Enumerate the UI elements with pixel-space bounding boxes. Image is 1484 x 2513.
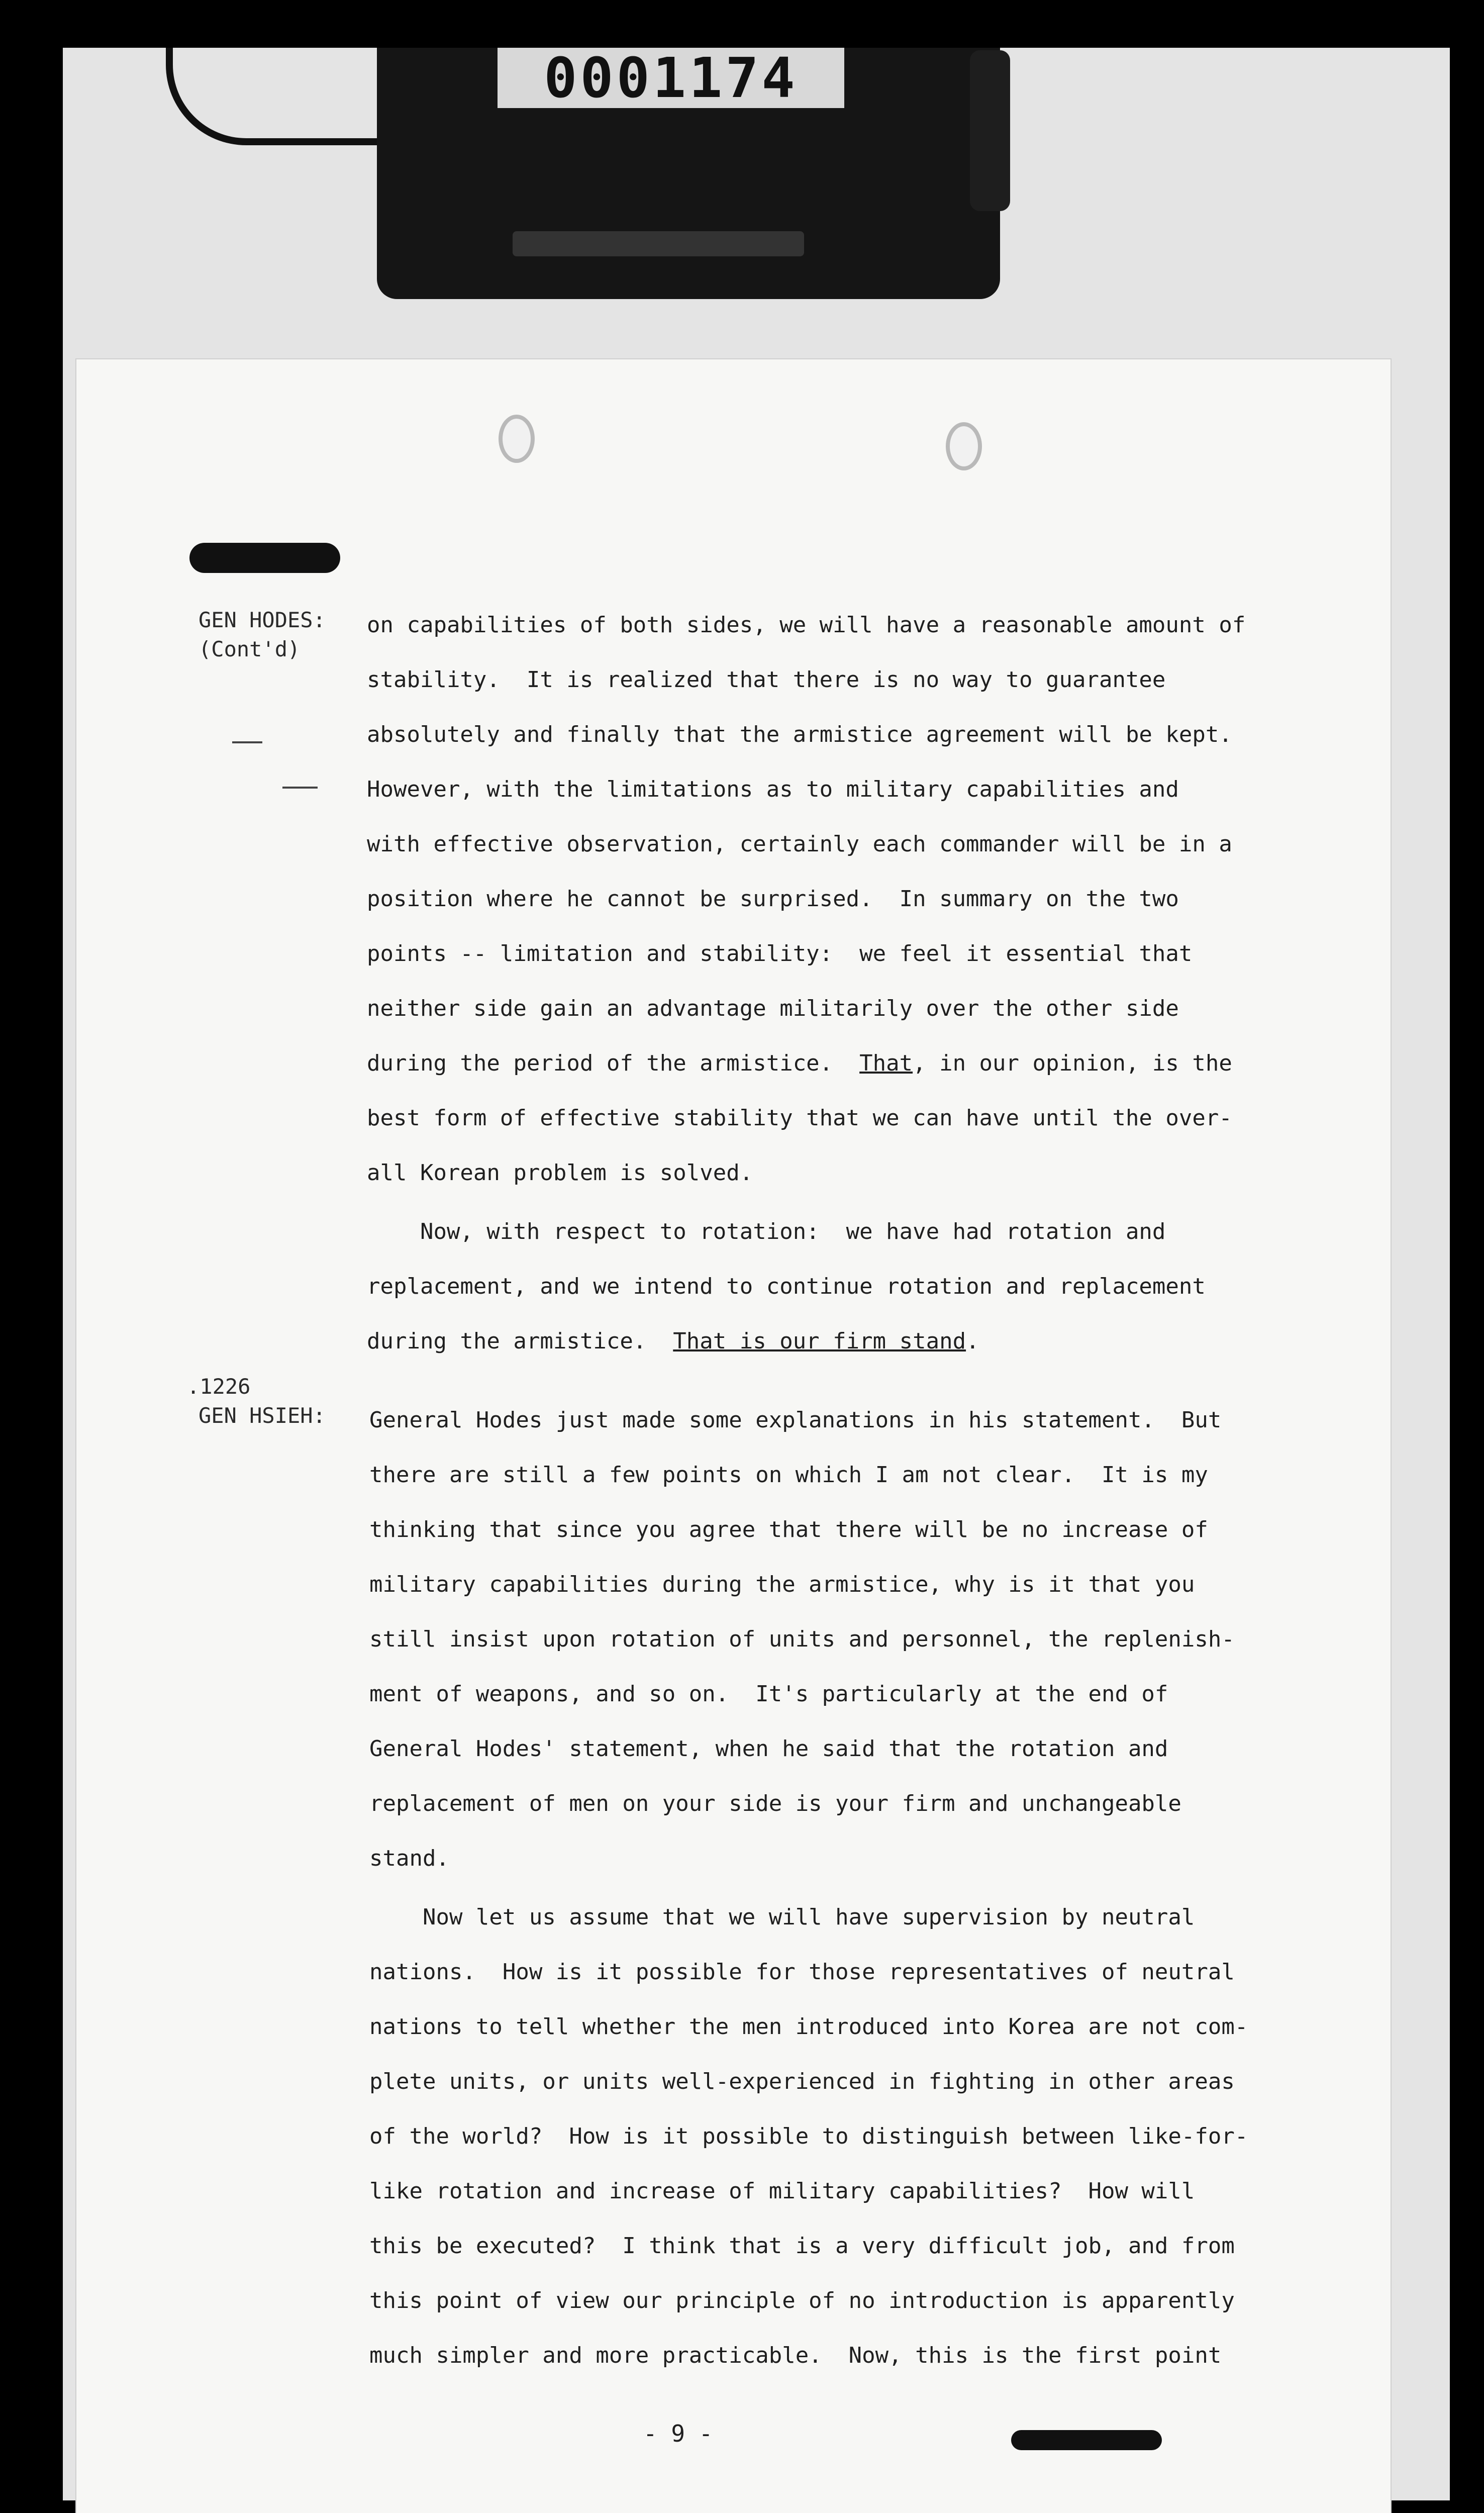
- text-line: military capabilities during the armistice, why is it that you: [369, 1572, 1195, 1597]
- margin-mark: [232, 741, 262, 743]
- text-line: Now let us assume that we will have supervision by neutral: [369, 1904, 1195, 1930]
- text-line: [367, 1328, 979, 1354]
- punch-hole-left: [499, 415, 535, 463]
- margin-mark: [282, 787, 318, 789]
- text-line: of the world? How is it possible to distinguish between like-for-: [369, 2123, 1248, 2149]
- text-line: nations to tell whether the men introduced into Korea are not com-: [369, 2014, 1248, 2040]
- text-span: during the armistice.: [367, 1328, 673, 1354]
- text-line: thinking that since you agree that there will be no increase of: [369, 1517, 1208, 1542]
- text-line: absolutely and finally that the armistice agreement will be kept.: [367, 722, 1232, 747]
- text-line: plete units, or units well-experienced in fighting in other areas: [369, 2069, 1235, 2094]
- timestamp-label: .1226: [187, 1374, 251, 1399]
- redaction-bottom: [1011, 2430, 1162, 2450]
- text-line: still insist upon rotation of units and personnel, the replenish-: [369, 1626, 1235, 1652]
- text-line: However, with the limitations as to military capabilities and: [367, 777, 1179, 802]
- speaker-label-hsieh: GEN HSIEH:: [199, 1403, 326, 1428]
- text-line: this be executed? I think that is a very difficult job, and from: [369, 2233, 1235, 2259]
- page-number: - 9 -: [643, 2420, 713, 2447]
- text-span: , in our opinion, is the: [913, 1050, 1232, 1076]
- text-line: best form of effective stability that we can have until the over-: [367, 1105, 1232, 1131]
- text-line: stand.: [369, 1846, 449, 1871]
- text-line: replacement, and we intend to continue rotation and replacement: [367, 1274, 1206, 1299]
- punch-hole-right: [946, 422, 982, 470]
- text-line: points -- limitation and stability: we feel it essential that: [367, 941, 1193, 966]
- text-line: neither side gain an advantage militarily over the other side: [367, 996, 1179, 1021]
- frame-counter-digits: 0001174: [498, 48, 844, 108]
- text-line: much simpler and more practicable. Now, this is the first point: [369, 2343, 1222, 2368]
- text-line: General Hodes' statement, when he said that the rotation and: [369, 1736, 1168, 1762]
- emphasis-underline: That: [859, 1050, 913, 1076]
- counter-slot: [513, 231, 804, 256]
- text-span: .: [966, 1328, 979, 1354]
- speaker-cont-label: (Cont'd): [199, 637, 301, 661]
- counter-knob: [970, 50, 1010, 211]
- text-span: during the period of the armistice.: [367, 1050, 860, 1076]
- emphasis-underline: That is our firm stand: [673, 1328, 966, 1354]
- text-line: stability. It is realized that there is no way to guarantee: [367, 667, 1166, 693]
- text-line: all Korean problem is solved.: [367, 1160, 753, 1186]
- redaction-top: [189, 543, 340, 573]
- text-line: replacement of men on your side is your firm and unchangeable: [369, 1791, 1181, 1816]
- text-line: nations. How is it possible for those representatives of neutral: [369, 1959, 1235, 1985]
- speaker-label-hodes: GEN HODES:: [199, 608, 326, 632]
- text-line: on capabilities of both sides, we will have a reasonable amount of: [367, 612, 1246, 638]
- text-line: Now, with respect to rotation: we have had rotation and: [367, 1219, 1166, 1244]
- text-line: with effective observation, certainly each commander will be in a: [367, 831, 1232, 857]
- text-line: [367, 1050, 1232, 1076]
- text-line: ment of weapons, and so on. It's particularly at the end of: [369, 1681, 1168, 1707]
- text-line: position where he cannot be surprised. In summary on the two: [367, 886, 1179, 912]
- text-line: General Hodes just made some explanations in his statement. But: [369, 1407, 1222, 1433]
- text-line: like rotation and increase of military capabilities? How will: [369, 2178, 1195, 2204]
- text-line: there are still a few points on which I am not clear. It is my: [369, 1462, 1208, 1488]
- text-line: this point of view our principle of no introduction is apparently: [369, 2288, 1235, 2313]
